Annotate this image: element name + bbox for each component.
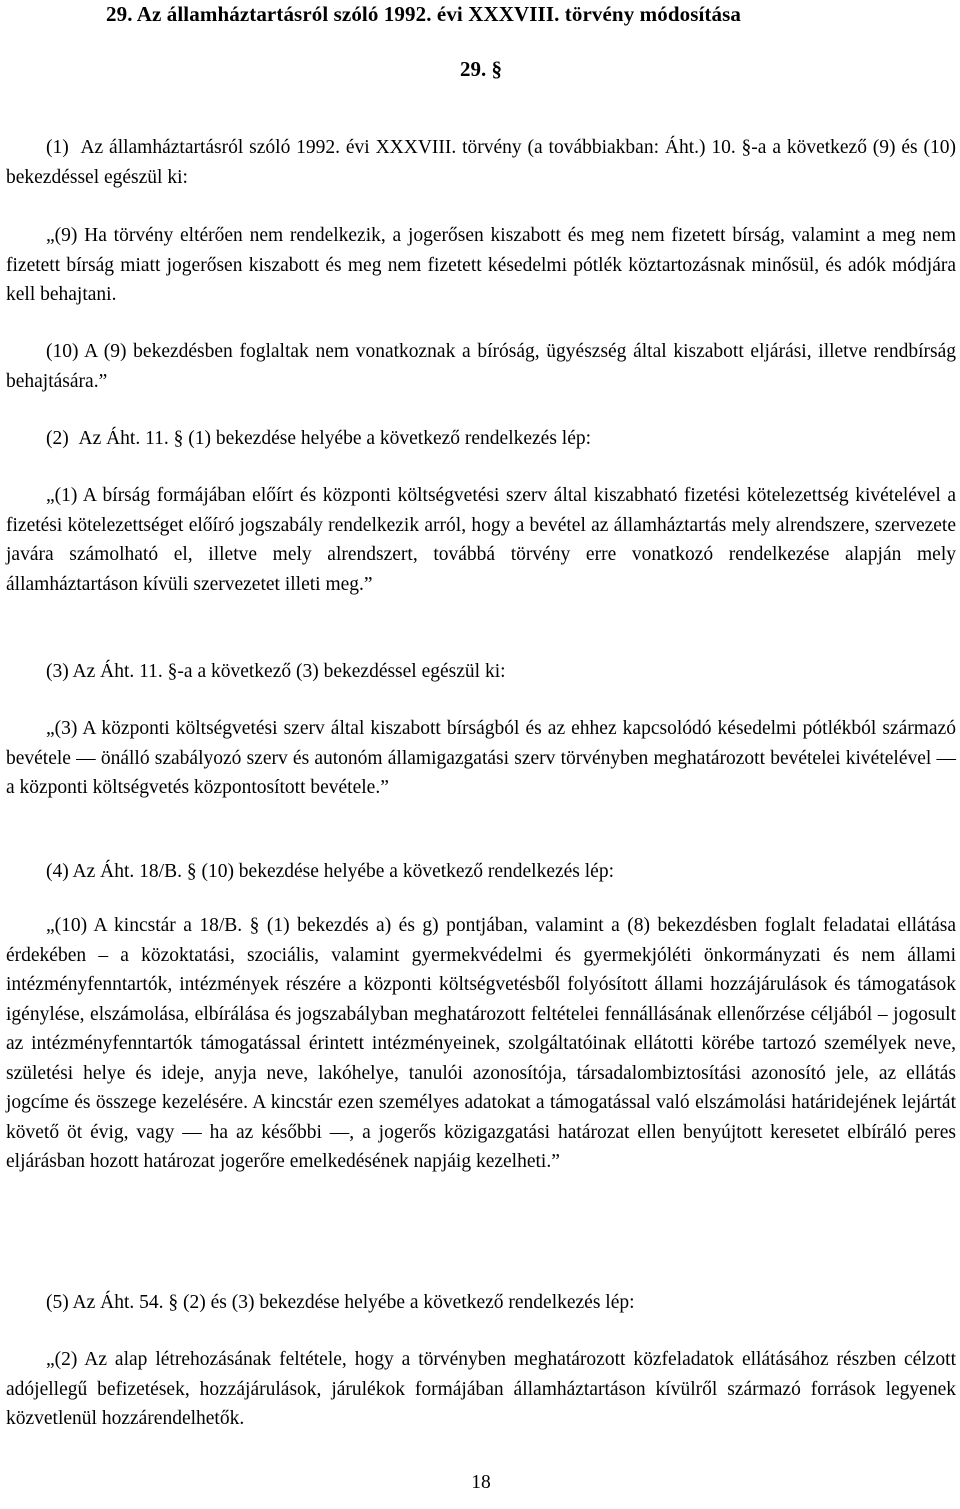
paragraph-text: (2) Az Áht. 11. § (1) bekezdése helyébe a következő rendelkezés lép: <box>46 428 592 449</box>
paragraph-3 <box>6 657 956 687</box>
paragraph-text: (1) Az államháztartásról szóló 1992. évi XXXVIII. törvény (a továbbiakban: Áht.) 10. §-a a következő (9) és (10) bekezdéssel egészül ki: <box>6 137 956 188</box>
page-number: 18 <box>471 1472 491 1493</box>
paragraph-text: (4) Az Áht. 18/B. § (10) bekezdése helyébe a következő rendelkezés lép: <box>46 861 614 882</box>
paragraph-text: (10) A (9) bekezdésben foglaltak nem vonatkoznak a bíróság, ügyészség által kiszabott eljárási, illetve rendbírság behajtására.” <box>6 341 956 392</box>
section-number: 29. § <box>460 57 502 81</box>
paragraph-text: (3) Az Áht. 11. §-a a következő (3) bekezdéssel egészül ki: <box>46 661 506 682</box>
paragraph-text: (5) Az Áht. 54. § (2) és (3) bekezdése helyébe a következő rendelkezés lép: <box>46 1292 635 1313</box>
paragraph-4 <box>6 857 956 887</box>
paragraph-text: „(9) Ha törvény eltérően nem rendelkezik, a jogerősen kiszabott és meg nem fizetett bírság, valamint a meg nem fizetett bírság miatt jogerősen kiszabott és meg nem fizetett késedelmi pótlék köztartozásnak minősül, és adók módjára kell behajtani. <box>6 225 956 305</box>
paragraph-text: „(2) Az alap létrehozásának feltétele, hogy a törvényben meghatározott közfeladatok ellátásához részben célzott adójellegű befizetések, hozzájárulások, járulékok formájában államháztartáson kívülről származó források legyenek közvetlenül hozzárendelhetők. <box>6 1349 956 1429</box>
quoted-paragraph-10-kincstar <box>6 911 956 1177</box>
paragraph-1 <box>6 133 956 192</box>
paragraph-5 <box>6 1288 956 1318</box>
paragraph-text: „(1) A bírság formájában előírt és központi költségvetési szerv által kiszabható fizetési kötelezettség kivételével a fizetési kötelezettséget előíró jogszabály rendelkezik arról, hogy a bevétel az államháztartás mely alrendszere, szervezete javára számolható el, illetve mely alrendszert, továbbá törvény erre vonatkozó rendelkezése alapján mely államháztartáson kívüli szervezetet illeti meg.” <box>6 485 956 595</box>
quoted-paragraph-2 <box>6 1345 956 1434</box>
paragraph-2 <box>6 424 956 454</box>
quoted-paragraph-9 <box>6 221 956 310</box>
quoted-paragraph-1 <box>6 481 956 599</box>
paragraph-text: „(3) A központi költségvetési szerv által kiszabott bírságból és az ehhez kapcsolódó késedelmi pótlékból származó bevétele — önálló szabályozó szerv és autonóm államigazgatási szerv törvényben meghatározott bevételei kivételével — a központi költségvetés központosított bevétele.” <box>6 718 956 798</box>
paragraph-text: „(10) A kincstár a 18/B. § (1) bekezdés a) és g) pontjában, valamint a (8) bekezdésben foglalt feladatai ellátása érdekében – a közoktatási, szociális, valamint gyermekvédelmi és gyermekjóléti önkormányzati és nem állami intézményfenntartók, intézmények részére a központi költségvetésből folyósított állami hozzájárulások és támogatások igénylése, elszámolása, elbírálása és jogszabályban meghatározott feltételei fennállásának ellenőrzése céljából – jogosult az intézményfenntartók támogatással érintett intézményeinek, szolgáltatóinak ellátotti körébe tartozó személyek neve, születési helye és ideje, anyja neve, lakóhelye, tanulói azonosítója, társadalombiztosítási azonosító jele, az ellátás jogcíme és összege kezelésére. A kincstár ezen személyes adatokat a támogatással való elszámolási határidejének lejártát követő öt évig, vagy — ha az későbbi —, a jogerős közigazgatási határozat ellen benyújtott keresetet elbíráló peres eljárásban hozott határozat jogerőre emelkedésének napjáig kezelheti.” <box>6 915 956 1172</box>
quoted-paragraph-10 <box>6 337 956 396</box>
document-title: 29. Az államháztartásról szóló 1992. évi XXXVIII. törvény módosítása <box>106 2 741 26</box>
quoted-paragraph-3 <box>6 714 956 803</box>
